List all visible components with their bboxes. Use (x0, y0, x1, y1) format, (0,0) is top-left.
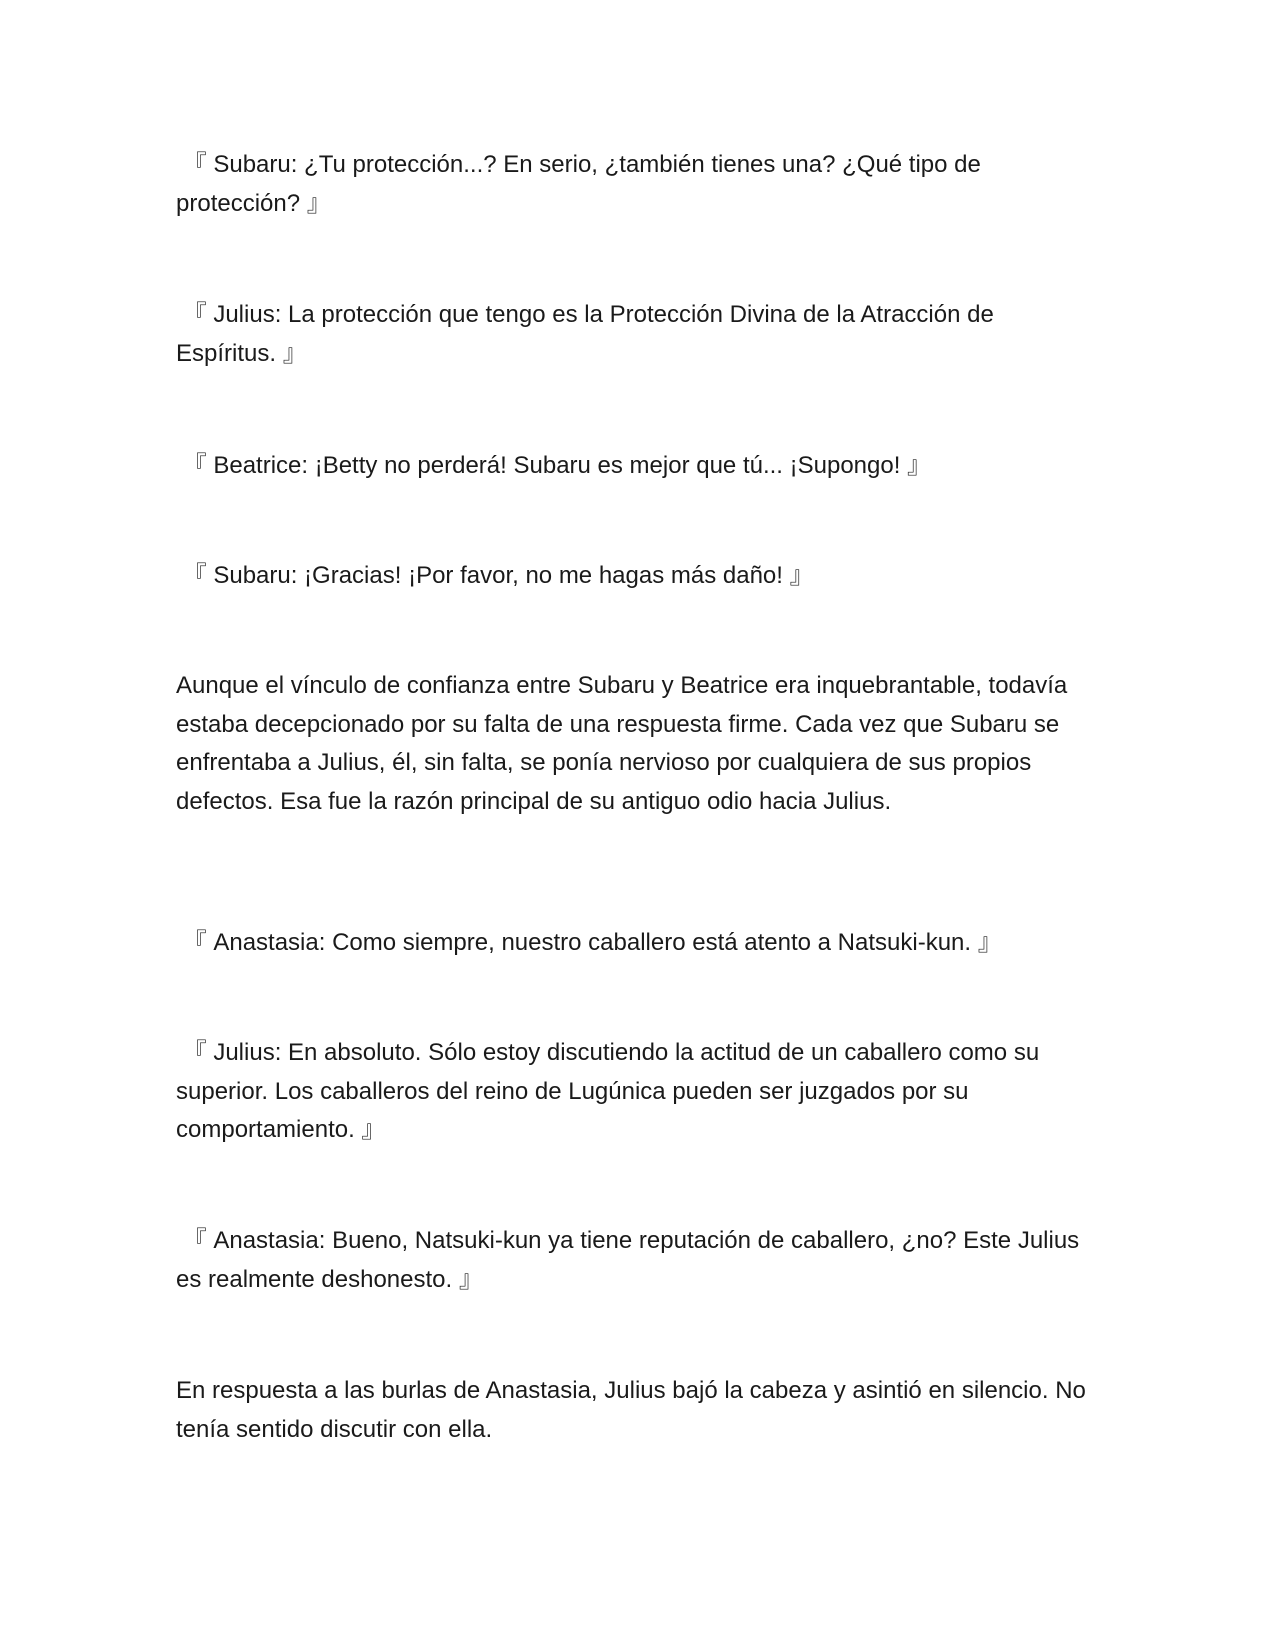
dialogue-beatrice-1: 『 Beatrice: ¡Betty no perderá! Subaru es mejor que tú... ¡Supongo! 』 (176, 452, 932, 479)
dialogue-subaru-2: 『 Subaru: ¡Gracias! ¡Por favor, no me hagas más daño! 』 (176, 562, 814, 589)
dialogue-anastasia-1: 『 Anastasia: Como siempre, nuestro caballero está atento a Natsuki-kun. 』 (176, 929, 1002, 956)
narration-paragraph-1: Aunque el vínculo de confianza entre Subaru y Beatrice era inquebrantable, todavía estaba decepcionado por su falta de una respuesta firme. Cada vez que Subaru se enfrentaba a Julius, él, sin falta, se ponía nervioso por cualquiera de sus propios defectos. Esa fue la razón principal de su antiguo odio hacia Julius. (176, 672, 1068, 815)
dialogue-subaru-1: 『 Subaru: ¿Tu protección...? En serio, ¿también tienes una? ¿Qué tipo de protección? 』 (176, 151, 981, 217)
dialogue-anastasia-2: 『 Anastasia: Bueno, Natsuki-kun ya tiene reputación de caballero, ¿no? Este Julius es realmente deshonesto. 』 (176, 1227, 1080, 1293)
dialogue-julius-1: 『 Julius: La protección que tengo es la Protección Divina de la Atracción de Espíritus. 』 (176, 301, 994, 367)
narration-paragraph-2: En respuesta a las burlas de Anastasia, Julius bajó la cabeza y asintió en silencio. No tenía sentido discutir con ella. (176, 1377, 1086, 1443)
dialogue-julius-2: 『 Julius: En absoluto. Sólo estoy discutiendo la actitud de un caballero como su superior. Los caballeros del reino de Lugúnica pueden ser juzgados por su comportamiento. 』 (176, 1039, 1040, 1143)
